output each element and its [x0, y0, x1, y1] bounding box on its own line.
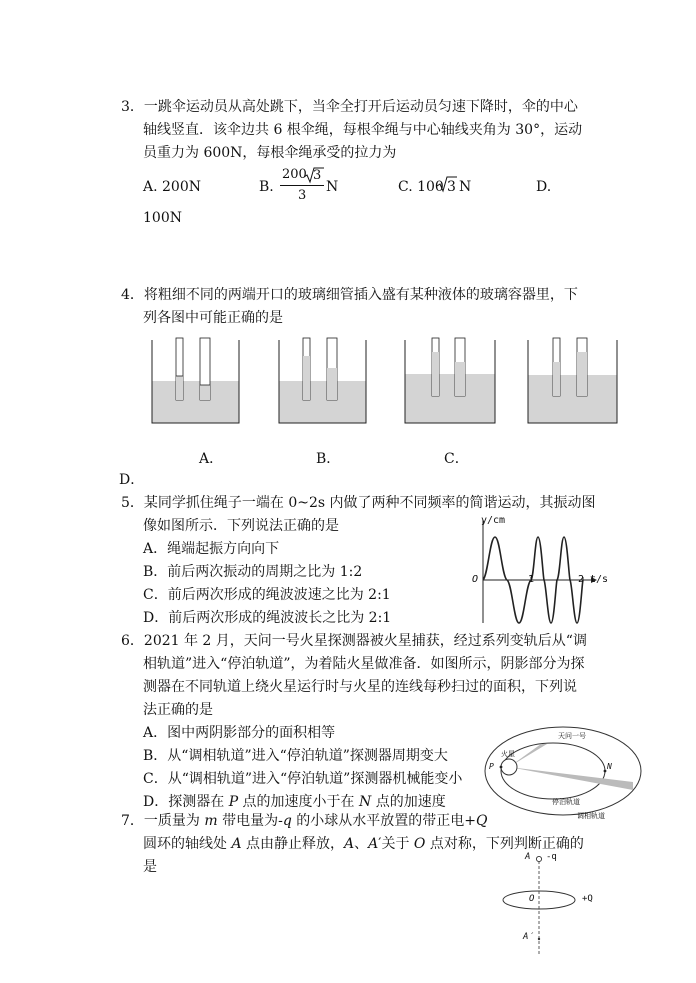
beaker-c [405, 338, 495, 423]
q7-line1 [121, 812, 487, 830]
q6-figure-mars-label: 火星 [501, 750, 515, 758]
q7-line1-suffix: 的小球从水平放置的带正电+ [291, 813, 476, 829]
q5-option-a: A．绳端起振方向向下 [143, 541, 280, 557]
q7-ball [536, 856, 541, 861]
q6-option-c: C．从“调相轨道”进入“停泊轨道”探测器机械能变小 [143, 771, 463, 787]
q5-option-d: D．前后两次形成的绳波波长之比为 2:1 [143, 610, 392, 626]
q3-line2: 轴线竖直．该伞边共 6 根伞绳，每根伞绳与中心轴线夹角为 30°，运动 [143, 122, 583, 138]
q6-figure-probe-label: 天问一号 [558, 732, 586, 740]
q6-sweep-shadow-2 [509, 767, 633, 790]
q7-line2-mid2: 、 [354, 836, 369, 852]
q5-graph-ylabel: y/cm [481, 515, 506, 526]
q3-option-b-numerator: 200 [282, 167, 307, 182]
q7-figure-charge-label: -q [546, 852, 557, 862]
q6-option-d [143, 793, 446, 811]
q7-figure-a-prime-label: A′ [523, 932, 534, 942]
q7-line2-prefix: 圆环的轴线处 [143, 836, 232, 852]
q3-line3: 员重力为 600N，每根伞绳承受的拉力为 [143, 145, 397, 161]
q7-ring-figure [498, 850, 618, 955]
q7-point-a: A [231, 836, 242, 852]
q6-figure-n-label: N [607, 762, 612, 771]
q6-point-n [604, 770, 607, 773]
q3-option-b-label: B. [259, 179, 274, 195]
q6-line1: 6．2021 年 2 月，天问一号火星探测器被火星捕获，经过系列变轨后从“调 [121, 633, 587, 649]
q6-parking-orbit [501, 743, 605, 799]
q7-line2-mid: 点由静止释放， [241, 836, 345, 852]
q4-line2: 列各图中可能正确的是 [143, 310, 283, 326]
q5-line1: 5．某同学抓住绳子一端在 0~2s 内做了两种不同频率的简谐运动，其振动图 [121, 495, 596, 511]
q7-line3: 是 [143, 859, 157, 875]
q6-figure-parking-label: 停泊轨道 [552, 798, 580, 806]
q3-option-c-radicand: 3 [447, 179, 456, 195]
q7-line1-mid: 带电量为- [217, 813, 283, 829]
q3-option-c-label: C. 100 [398, 179, 444, 195]
q6-figure-p-label: P [489, 762, 494, 771]
q6-line2: 相轨道”进入“停泊轨道”，为着陆火星做准备．如图所示，阴影部分为探 [143, 656, 585, 672]
q5-vibration-graph [476, 515, 601, 625]
q6-point-p [500, 766, 503, 769]
q5-line2: 像如图所示．下列说法正确的是 [143, 518, 339, 534]
q6-option-d-prefix: D．探测器在 [143, 794, 229, 810]
q6-option-a: A．图中两阴影部分的面积相等 [143, 725, 336, 741]
q7-point-a-prime-dot [538, 938, 540, 940]
beaker-b [279, 338, 366, 423]
q7-figure-plus-q-label: +Q [582, 894, 593, 904]
beaker-a [152, 338, 239, 423]
q4-label-c: C． [444, 451, 469, 467]
q3-option-b-radicand: 3 [313, 168, 322, 183]
q7-line2-suffix: 点对称，下列判断正确的 [425, 836, 584, 852]
q3-option-b-fraction-bar [280, 185, 324, 186]
q7-mass-m: m [204, 813, 218, 829]
q7-charge-big-q: Q [475, 813, 488, 829]
q7-line1-prefix: 7．一质量为 [121, 813, 205, 829]
q7-point-o: O [413, 836, 426, 852]
q7-line2-mid3: ′关于 [378, 836, 414, 852]
q5-graph-origin: O [472, 574, 479, 585]
q4-label-a: A． [199, 451, 224, 467]
q3-line1: 3．一跳伞运动员从高处跳下，当伞全打开后运动员匀速下降时，伞的中心 [121, 99, 578, 115]
q4-label-b: B． [316, 451, 341, 467]
q5-graph-tick1-label: 1 [528, 574, 535, 585]
q4-line1: 4．将粗细不同的两端开口的玻璃细管插入盛有某种液体的玻璃容器里，下 [121, 287, 578, 303]
q6-option-d-suffix: 点的加速度 [371, 794, 446, 810]
q5-graph-xlabel: t/s [590, 574, 609, 585]
q6-line4: 法正确的是 [143, 702, 213, 718]
q6-figure-phasing-label: 调相轨道 [577, 812, 605, 820]
q6-option-d-point-n: N [359, 794, 372, 810]
q6-mars [501, 759, 517, 775]
q4-figures [145, 338, 665, 438]
q3-option-d-value: 100N [143, 210, 182, 226]
q6-option-d-mid: 点的加速度小于在 [238, 794, 360, 810]
q3-option-c-unit: N [459, 179, 472, 195]
q6-line3: 测器在不同轨道上绕火星运行时与火星的连线每秒扫过的面积，下列说 [143, 679, 577, 695]
q3-option-d-label: D. [536, 179, 552, 195]
q7-figure-a-label: A [525, 852, 531, 862]
q6-option-b: B．从“调相轨道”进入“停泊轨道”探测器周期变大 [143, 748, 448, 764]
q3-option-a: A. 200N [143, 179, 201, 195]
q7-point-a-prime: A [368, 836, 379, 852]
q7-figure-o-label: O [529, 894, 535, 904]
beaker-d [528, 338, 617, 423]
q6-option-d-point-p: P [228, 794, 239, 810]
q3-option-b-denominator: 3 [298, 188, 307, 203]
q3-option-b-unit: N [326, 179, 339, 195]
q4-label-d: D． [119, 472, 145, 488]
q5-graph-tick2-label: 2 [578, 574, 585, 585]
q7-point-a-2: A [344, 836, 355, 852]
q5-option-c: C．前后两次形成的绳波波速之比为 2:1 [143, 587, 391, 603]
q3-option-b-fraction [280, 166, 324, 206]
q5-option-b: B．前后两次振动的周期之比为 1:2 [143, 564, 363, 580]
q7-charge-q: q [282, 813, 292, 829]
